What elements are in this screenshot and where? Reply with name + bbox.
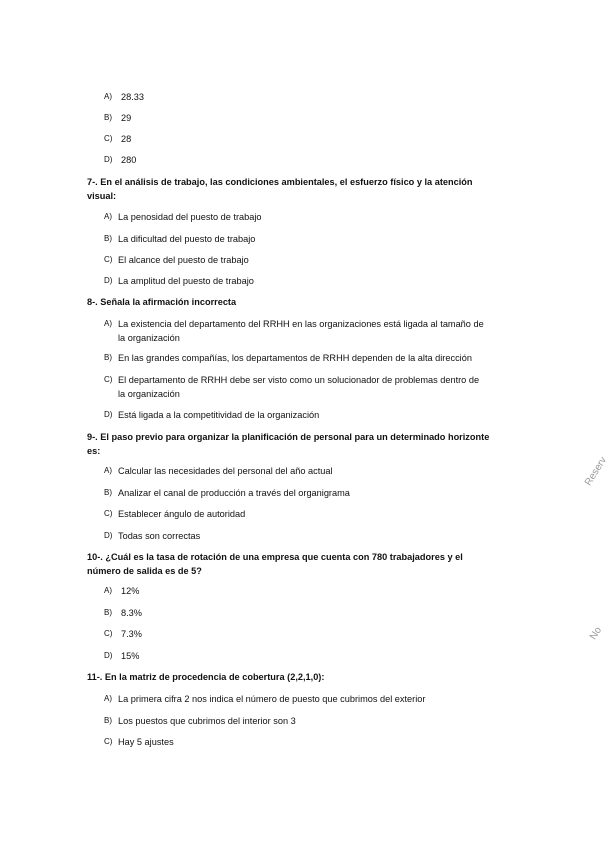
q8-option-b: B) En las grandes compañías, los departamentos de RRHH dependen de la alta dirección xyxy=(104,353,472,363)
q11-option-b: B) Los puestos que cubrimos del interior son 3 xyxy=(104,716,296,726)
watermark-text: Reserv xyxy=(583,455,609,488)
q6-option-d: D) 280 xyxy=(104,155,137,165)
q7-option-d: D) La amplitud del puesto de trabajo xyxy=(104,276,254,286)
q11-option-a: A) La primera cifra 2 nos indica el número de puesto que cubrimos del exterior xyxy=(104,694,426,704)
q6-option-c: C) 28 xyxy=(104,134,132,144)
q8-option-c: C) El departamento de RRHH debe ser visto como un solucionador de problemas dentro de la organización xyxy=(104,375,480,399)
q9-option-a: A) Calcular las necesidades del personal del año actual xyxy=(104,466,333,476)
q8-option-d: D) Está ligada a la competitividad de la organización xyxy=(104,410,320,420)
q10-option-b: B) 8.3% xyxy=(104,608,142,618)
question-7: 7-. En el análisis de trabajo, las condiciones ambientales, el esfuerzo físico y la atención visual: xyxy=(87,177,473,201)
q10-option-d: D) 15% xyxy=(104,651,140,661)
q7-option-a: A) La penosidad del puesto de trabajo xyxy=(104,212,262,222)
q7-option-b: B) La dificultad del puesto de trabajo xyxy=(104,234,256,244)
question-11: 11-. En la matriz de procedencia de cobertura (2,2,1,0): xyxy=(87,672,325,682)
q10-option-a: A) 12% xyxy=(104,586,140,596)
q8-option-a: A) La existencia del departamento del RRHH en las organizaciones está ligada al tamaño de la organización xyxy=(104,319,484,343)
q9-option-b: B) Analizar el canal de producción a través del organigrama xyxy=(104,488,350,498)
q7-option-c: C) El alcance del puesto de trabajo xyxy=(104,255,249,265)
watermark-text-2: No xyxy=(588,625,605,642)
question-9: 9-. El paso previo para organizar la planificación de personal para un determinado horizonte es: xyxy=(87,432,490,456)
question-10: 10-. ¿Cuál es la tasa de rotación de una empresa que cuenta con 780 trabajadores y el número de salida es de 5? xyxy=(87,552,463,576)
q11-option-c: C) Hay 5 ajustes xyxy=(104,737,174,747)
q9-option-c: C) Establecer ángulo de autoridad xyxy=(104,509,246,519)
q6-option-b: B) 29 xyxy=(104,113,132,123)
q9-option-d: D) Todas son correctas xyxy=(104,531,201,541)
question-8: 8-. Señala la afirmación incorrecta xyxy=(87,297,237,307)
q10-option-c: C) 7.3% xyxy=(104,629,142,639)
q6-option-a: A) 28.33 xyxy=(104,92,144,102)
